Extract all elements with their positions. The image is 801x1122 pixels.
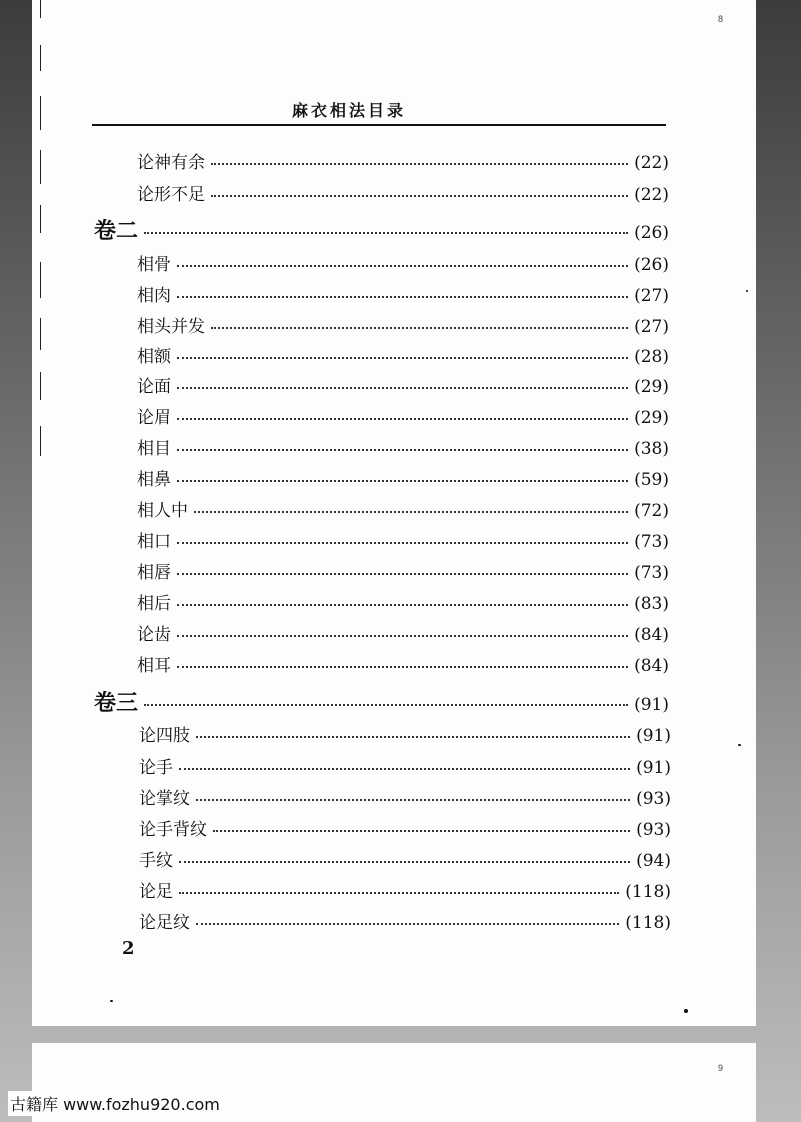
toc-entry-label: 相人中 (137, 501, 188, 521)
toc-entry-page: (84) (634, 625, 669, 645)
toc-leader-dots (213, 830, 630, 832)
toc-leader-dots (211, 327, 628, 329)
toc-leader-dots (177, 604, 628, 606)
toc-leader-dots (211, 163, 628, 165)
scan-page-number-next: 9 (718, 1063, 724, 1073)
toc-entry (139, 753, 671, 778)
toc-entry-page: (73) (634, 532, 669, 552)
toc-leader-dots (177, 480, 628, 482)
toc-leader-dots (196, 736, 630, 738)
scan-speck (746, 290, 748, 292)
toc-entry-page: (73) (634, 563, 669, 583)
toc-entry-page: (91) (634, 695, 669, 715)
toc-entry-label: 论齿 (137, 625, 171, 645)
toc-leader-dots (177, 265, 628, 267)
toc-entry-label: 相目 (137, 439, 171, 459)
toc-entry-page: (28) (634, 347, 669, 367)
toc-entry-label: 相唇 (137, 563, 171, 583)
toc-entry-page: (26) (634, 255, 669, 275)
toc-entry (137, 434, 669, 459)
toc-entry-page: (91) (636, 726, 671, 746)
toc-entry-label: 相口 (137, 532, 171, 552)
toc-entry (137, 250, 669, 275)
toc-entry (137, 281, 669, 306)
toc-leader-dots (211, 195, 628, 197)
toc-entry-label: 论眉 (137, 408, 171, 428)
toc-entry-page: (118) (625, 913, 671, 933)
toc-entry-label: 论掌纹 (139, 789, 190, 809)
toc-entry (139, 846, 671, 871)
toc-entry-page: (118) (625, 882, 671, 902)
toc-entry (139, 877, 671, 902)
toc-entry (137, 148, 669, 173)
toc-entry-page: (93) (636, 820, 671, 840)
toc-entry-label: 相后 (137, 594, 171, 614)
toc-entry (137, 589, 669, 614)
scan-speck (684, 1009, 688, 1013)
toc-entry-page: (59) (634, 470, 669, 490)
toc-leader-dots (196, 799, 630, 801)
page-header-title: 麻衣相法目录 (292, 101, 407, 120)
toc-entry (139, 908, 671, 933)
toc-entry-label: 论神有余 (137, 153, 205, 173)
scan-speck (110, 1000, 113, 1002)
toc-entry-page: (84) (634, 656, 669, 676)
toc-entry (137, 651, 669, 676)
toc-entry-page: (91) (636, 758, 671, 778)
toc-entry-label: 论面 (137, 377, 171, 397)
toc-leader-dots (177, 635, 628, 637)
toc-entry-page: (29) (634, 408, 669, 428)
toc-entry (137, 312, 669, 337)
toc-entry-page: (26) (634, 223, 669, 243)
watermark: 古籍库 www.fozhu920.com (8, 1091, 222, 1116)
toc-entry (137, 180, 669, 205)
toc-entry-page: (94) (636, 851, 671, 871)
toc-volume-entry (94, 686, 669, 717)
toc-leader-dots (177, 666, 628, 668)
toc-entry-label: 相骨 (137, 255, 171, 275)
toc-entry (137, 465, 669, 490)
scan-page-number: 8 (718, 14, 724, 24)
toc-entry-label: 相肉 (137, 286, 171, 306)
toc-entry (139, 721, 671, 746)
scan-speck (738, 744, 741, 746)
toc-entry (137, 496, 669, 521)
toc-leader-dots (179, 892, 619, 894)
toc-leader-dots (177, 449, 628, 451)
toc-entry-page: (72) (634, 501, 669, 521)
toc-entry-label: 论足纹 (139, 913, 190, 933)
toc-leader-dots (177, 296, 628, 298)
footer-page-number: 2 (122, 938, 135, 959)
toc-leader-dots (144, 704, 628, 706)
toc-entry-label: 论手 (139, 758, 173, 778)
toc-entry-label: 相额 (137, 347, 171, 367)
toc-entry-label: 论足 (139, 882, 173, 902)
toc-leader-dots (177, 542, 628, 544)
toc-entry-page: (93) (636, 789, 671, 809)
toc-leader-dots (177, 418, 628, 420)
toc-entry (139, 784, 671, 809)
toc-entry-label: 卷二 (94, 218, 139, 244)
toc-entry (137, 342, 669, 367)
toc-entry-label: 论四肢 (139, 726, 190, 746)
toc-entry-page: (27) (634, 286, 669, 306)
toc-entry (137, 372, 669, 397)
toc-leader-dots (177, 573, 628, 575)
toc-entry-label: 相头并发 (137, 317, 205, 337)
toc-leader-dots (144, 232, 628, 234)
toc-entry-label: 论形不足 (137, 185, 205, 205)
toc-leader-dots (179, 861, 630, 863)
toc-entry-page: (22) (634, 185, 669, 205)
toc-entry (137, 620, 669, 645)
toc-leader-dots (177, 387, 628, 389)
toc-entry-label: 手纹 (139, 851, 173, 871)
toc-leader-dots (196, 923, 619, 925)
toc-entry-label: 卷三 (94, 690, 139, 716)
toc-entry-page: (38) (634, 439, 669, 459)
toc-entry (139, 815, 671, 840)
toc-entry-label: 相耳 (137, 656, 171, 676)
toc-volume-entry (94, 214, 669, 245)
toc-entry-page: (22) (634, 153, 669, 173)
toc-entry-label: 相鼻 (137, 470, 171, 490)
toc-entry-page: (27) (634, 317, 669, 337)
toc-entry (137, 403, 669, 428)
toc-entry (137, 527, 669, 552)
toc-leader-dots (194, 511, 628, 513)
toc-entry-page: (83) (634, 594, 669, 614)
toc-leader-dots (177, 357, 628, 359)
toc-entry (137, 558, 669, 583)
toc-leader-dots (179, 768, 630, 770)
toc-entry-label: 论手背纹 (139, 820, 207, 840)
toc-entry-page: (29) (634, 377, 669, 397)
